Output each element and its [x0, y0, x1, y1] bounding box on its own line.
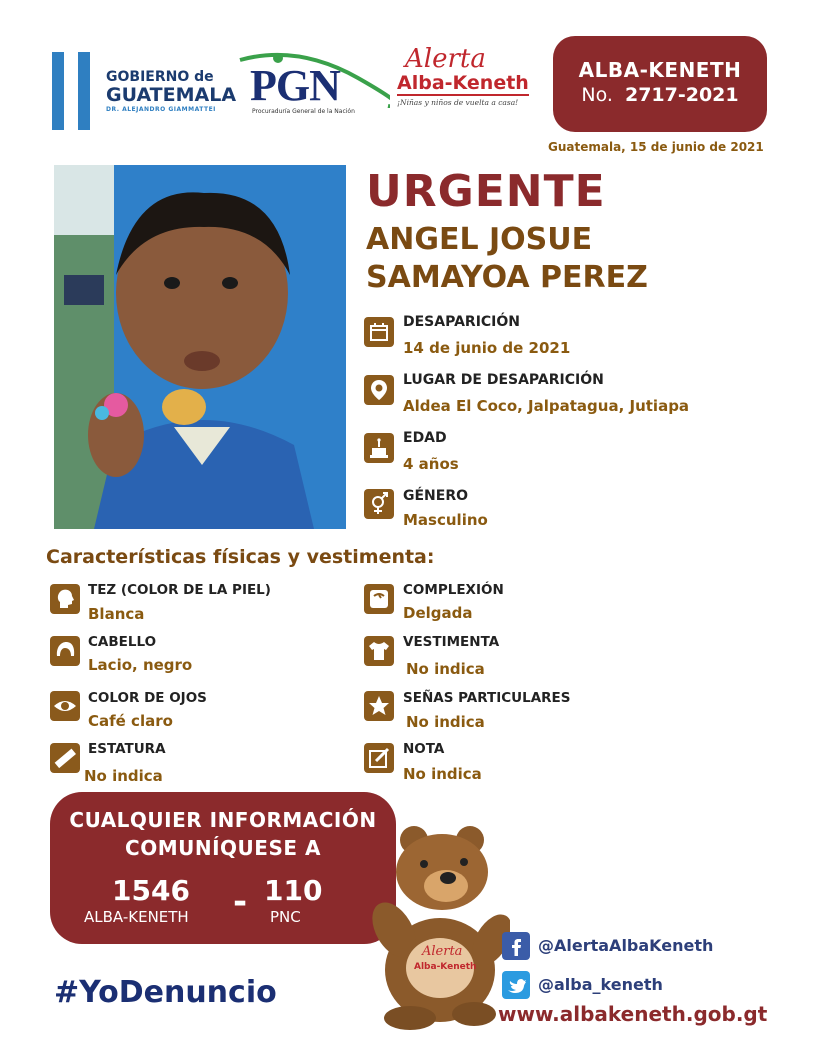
scale-icon [364, 584, 394, 614]
star-icon [364, 691, 394, 721]
detail-value-location: Aldea El Coco, Jalpatagua, Jutiapa [403, 397, 690, 415]
face-profile-icon [50, 584, 80, 614]
bear-icon [370, 820, 510, 1030]
phone-pnc-label: PNC [270, 908, 301, 926]
gobierno-line1: GOBIERNO de [106, 69, 214, 85]
phone-alba-keneth-label: ALBA-KENETH [84, 908, 189, 926]
gender-icon [364, 489, 394, 519]
char-value-skin: Blanca [88, 605, 145, 623]
eye-icon [50, 691, 80, 721]
pgn-logo [238, 48, 390, 120]
location-pin-icon [364, 375, 394, 405]
alerta-tagline: ¡Niñas y niños de vuelta a casa! [397, 98, 519, 107]
gobierno-logo-text [106, 70, 236, 115]
detail-label-gender: GÉNERO [403, 488, 469, 504]
badge-no-label: No. [581, 84, 613, 106]
facebook-handle[interactable]: @AlertaAlbaKeneth [538, 936, 714, 955]
website-link[interactable]: www.albakeneth.gob.gt [498, 1002, 768, 1026]
characteristics-heading: Características físicas y vestimenta: [46, 546, 435, 568]
detail-value-gender: Masculino [403, 511, 488, 529]
char-label-marks: SEÑAS PARTICULARES [403, 690, 571, 706]
pgn-subtitle: Procuraduría General de la Nación [252, 108, 355, 115]
contact-line2: COMUNÍQUESE A [125, 836, 321, 860]
char-label-build: COMPLEXIÓN [403, 582, 504, 598]
contact-info-box [50, 792, 396, 944]
char-value-note: No indica [403, 765, 482, 783]
badge-number: 2717-2021 [624, 84, 739, 106]
alerta-script: Alerta [405, 44, 486, 74]
char-label-height: ESTATURA [88, 741, 166, 757]
bear-badge-name: Alba-Keneth [414, 962, 477, 972]
char-value-clothing: No indica [406, 660, 485, 678]
char-label-eyes: COLOR DE OJOS [88, 690, 207, 706]
char-label-note: NOTA [403, 741, 445, 757]
char-value-build: Delgada [403, 604, 473, 622]
badge-title: ALBA-KENETH [578, 58, 742, 82]
child-name-line1: ANGEL JOSUE [366, 222, 593, 257]
urgent-title: URGENTE [366, 166, 606, 217]
alert-number-badge [553, 36, 767, 132]
ruler-icon [50, 743, 80, 773]
phone-pnc[interactable]: 110 [264, 874, 323, 907]
char-value-eyes: Café claro [88, 712, 173, 730]
phone-separator: - [233, 882, 248, 922]
char-label-hair: CABELLO [88, 634, 157, 650]
alerta-name: Alba-Keneth [397, 72, 529, 94]
hair-icon [50, 636, 80, 666]
detail-value-disappearance: 14 de junio de 2021 [403, 339, 571, 357]
detail-value-age: 4 años [403, 455, 459, 473]
phone-alba-keneth[interactable]: 1546 [112, 874, 190, 907]
child-name-line2: SAMAYOA PEREZ [366, 260, 648, 295]
note-pencil-icon [364, 743, 394, 773]
char-value-hair: Lacio, negro [88, 656, 193, 674]
contact-line1: CUALQUIER INFORMACIÓN [69, 808, 377, 832]
missing-child-photo [54, 165, 346, 529]
char-label-clothing: VESTIMENTA [403, 634, 500, 650]
child-photo-illustration [54, 165, 346, 529]
char-value-height: No indica [84, 767, 163, 785]
detail-label-disappearance: DESAPARICIÓN [403, 314, 521, 330]
bear-badge-script: Alerta [422, 944, 463, 959]
birthday-cake-icon [364, 433, 394, 463]
char-label-skin: TEZ (COLOR DE LA PIEL) [88, 582, 271, 598]
hashtag: #YoDenuncio [54, 975, 277, 1010]
detail-label-location: LUGAR DE DESAPARICIÓN [403, 372, 604, 388]
twitter-handle[interactable]: @alba_keneth [538, 975, 663, 994]
twitter-icon[interactable] [502, 971, 530, 999]
shirt-icon [364, 636, 394, 666]
report-date: Guatemala, 15 de junio de 2021 [548, 140, 764, 154]
gobierno-logo-bars [52, 52, 96, 130]
calendar-icon [364, 317, 394, 347]
char-value-marks: No indica [406, 713, 485, 731]
alerta-alba-keneth-logo [397, 46, 537, 116]
detail-label-age: EDAD [403, 430, 447, 446]
gobierno-line2: GUATEMALA [106, 84, 237, 106]
teddy-bear-mascot [370, 820, 510, 1030]
facebook-icon[interactable] [502, 932, 530, 960]
gobierno-line3: DR. ALEJANDRO GIAMMATTEI [106, 106, 216, 113]
pgn-title: PGN [250, 61, 340, 110]
